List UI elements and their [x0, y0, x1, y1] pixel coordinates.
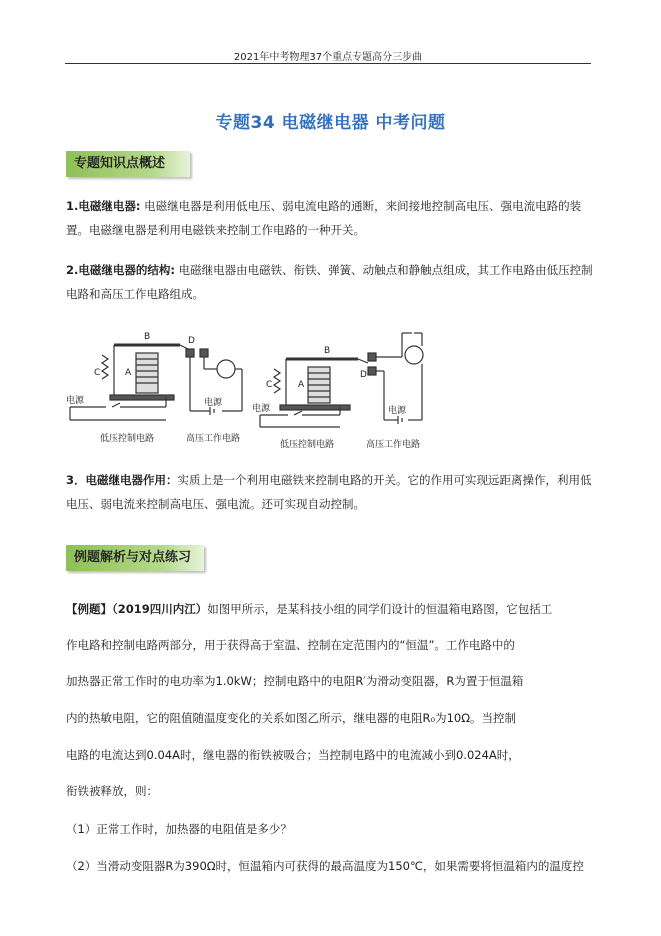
point-3-lead: 3．电磁继电器作用： — [66, 473, 178, 487]
right-power-label: 电源 — [252, 404, 271, 414]
left-label-b: B — [144, 332, 151, 342]
right-label-d: D — [360, 370, 367, 380]
right-label-c: C — [266, 380, 273, 390]
section-banner-examples: 例题解析与对点练习 — [66, 545, 204, 571]
example-text-1: 如图甲所示，是某科技小组的同学们设计的恒温箱电路图，它包括工 — [207, 602, 553, 616]
example-line-4: 内的热敏电阻，它的阻值随温度变化的关系如图乙所示，继电器的电阻R₀为10Ω。当控制 — [66, 711, 517, 725]
page-title: 专题34 电磁继电器 中考问题 — [215, 113, 446, 133]
point-1-lead: 1.电磁继电器: — [66, 199, 141, 213]
right-circuit-label: 电源 — [388, 406, 407, 416]
example-line-2: 作电路和控制电路两部分，用于获得高于室温、控制在定范围内的“恒温”。工作电路中的 — [66, 638, 515, 652]
question-1: （1）正常工作时，加热器的电阻值是多少？ — [66, 822, 292, 836]
right-high-label: 高压工作电路 — [366, 440, 421, 450]
example-line-5: 电路的电流达到0.04A时，继电器的衔铁被吸合；当控制电路中的电流减小到0.024A时， — [66, 748, 520, 762]
example-source: （2019四川内江） — [112, 602, 208, 616]
example-line-3: 加热器正常工作时的电功率为1.0kW；控制电路中的电阻R′为滑动变阻器，R为置于恒温箱 — [66, 674, 524, 688]
left-power-label: 电源 — [66, 396, 85, 406]
left-high-label: 高压工作电路 — [186, 434, 241, 444]
right-label-b: B — [324, 346, 331, 356]
header-rule — [65, 63, 591, 64]
point-3-text: 实质上是一个利用电磁铁来控制电路的开关。它的作用可实现远距离操作，利用低电压、弱电流来控制高电压、强电流。还可实现自动控制。 — [66, 473, 592, 511]
relay-diagram-left — [70, 345, 242, 420]
left-circuit-label: 电源 — [204, 398, 223, 408]
left-label-a: A — [125, 368, 132, 378]
right-label-a: A — [298, 380, 305, 390]
relay-diagram — [62, 325, 432, 453]
section-banner-knowledge: 专题知识点概述 — [66, 151, 190, 177]
left-label-c: C — [94, 368, 101, 378]
left-label-d: D — [188, 336, 195, 346]
point-2 — [66, 258, 596, 306]
example-line-1 — [66, 601, 606, 617]
example-line-6: 衔铁被释放，则： — [66, 784, 158, 798]
point-1 — [66, 194, 596, 242]
left-low-label: 低压控制电路 — [100, 434, 155, 444]
point-3 — [66, 468, 596, 516]
point-1-text: 电磁继电器是利用低电压、弱电流电路的通断，来间接地控制高电压、强电流电路的装置。电磁继电器是利用电磁铁来控制工作电路的一种开关。 — [66, 199, 582, 237]
example-tag: 【例题】 — [66, 602, 112, 616]
page-header: 2021年中考物理37个重点专题高分三步曲 — [233, 52, 423, 63]
right-low-label: 低压控制电路 — [280, 440, 335, 450]
point-2-text: 电磁继电器由电磁铁、衔铁、弹簧、动触点和静触点组成，其工作电路由低压控制电路和高压工作电路组成。 — [66, 263, 593, 301]
question-2: （2）当滑动变阻器R为390Ω时，恒温箱内可获得的最高温度为150℃，如果需要将恒温箱内的温度控 — [66, 859, 584, 873]
point-2-lead: 2.电磁继电器的结构: — [66, 263, 175, 277]
